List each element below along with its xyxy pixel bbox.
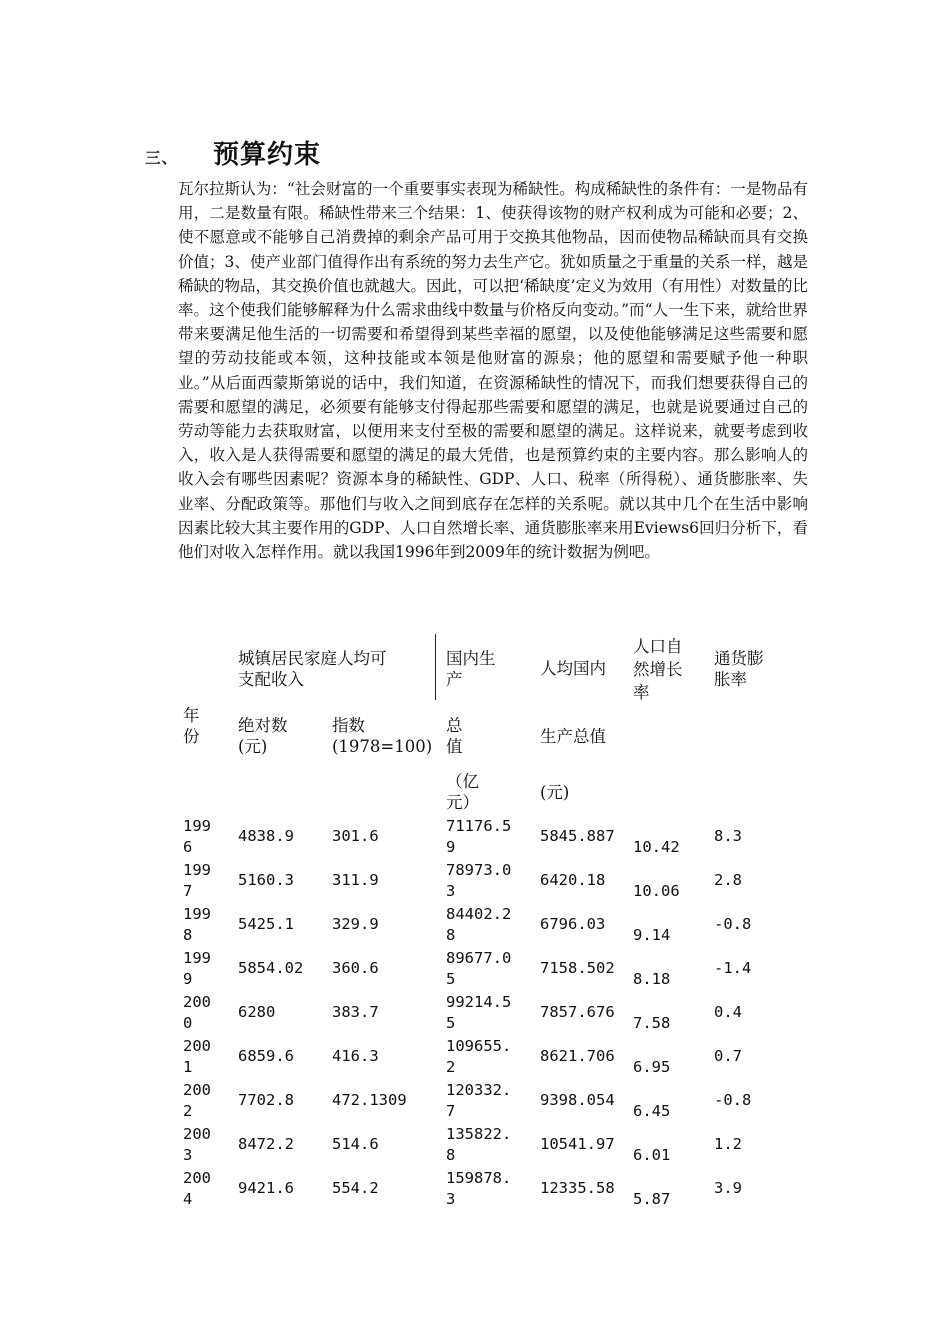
cell-gdp-part1: 89677.0 [446,949,512,967]
cell-gdp-per-capita: 8621.706 [540,1047,615,1065]
cell-inflation: -0.8 [714,1091,752,1109]
header-inflation-line1: 通货膨 [714,649,764,668]
cell-gdp-part1: 99214.5 [446,993,512,1011]
header-gdp-per-capita-line3: (元) [540,783,570,802]
header-gdp-per-capita-line1: 人均国内 [540,659,606,678]
cell-income-index: 514.6 [332,1135,379,1153]
cell-pop-growth: 5.87 [633,1190,671,1208]
cell-pop-growth: 6.01 [633,1146,671,1164]
cell-gdp-part2: 2 [446,1058,456,1076]
cell-gdp-per-capita: 5845.887 [540,827,615,845]
cell-pop-growth: 10.06 [633,882,680,900]
cell-income-abs: 6280 [238,1003,276,1021]
cell-income-index: 554.2 [332,1179,379,1197]
cell-income-abs: 5425.1 [238,915,294,933]
cell-gdp-per-capita: 6420.18 [540,871,606,889]
cell-income-index: 329.9 [332,915,379,933]
cell-gdp-per-capita: 10541.97 [540,1135,615,1153]
cell-income-index: 311.9 [332,871,379,889]
cell-inflation: 8.3 [714,827,742,845]
cell-income-index: 416.3 [332,1047,379,1065]
cell-year-part1: 199 [183,949,211,967]
cell-gdp-part1: 109655. [446,1037,512,1055]
cell-year-part1: 200 [183,1037,211,1055]
cell-year-part1: 200 [183,1169,211,1187]
cell-year-part2: 0 [183,1014,193,1032]
cell-income-index: 360.6 [332,959,379,977]
cell-inflation: 3.9 [714,1179,742,1197]
cell-income-index: 472.1309 [332,1091,407,1109]
header-year-line2: 份 [183,727,200,746]
cell-gdp-part1: 78973.0 [446,861,512,879]
header-pop-growth-line2: 然增长 [633,660,683,679]
cell-year-part1: 200 [183,1125,211,1143]
cell-gdp-part1: 71176.5 [446,817,512,835]
cell-gdp-part1: 84402.2 [446,905,512,923]
header-gdp-line5: （亿 [446,772,479,791]
cell-gdp-part1: 159878. [446,1169,512,1187]
cell-inflation: 1.2 [714,1135,742,1153]
cell-inflation: 0.7 [714,1047,742,1065]
cell-inflation: 2.8 [714,871,742,889]
cell-year-part2: 7 [183,882,193,900]
header-income-abs-line1: 绝对数 [238,716,288,735]
cell-year-part1: 200 [183,1081,211,1099]
cell-year-part2: 6 [183,838,193,856]
header-income-group-line2: 支配收入 [238,670,304,689]
cell-inflation: -1.4 [714,959,752,977]
cell-gdp-per-capita: 6796.03 [540,915,606,933]
cell-gdp-part2: 9 [446,838,456,856]
cell-inflation: 0.4 [714,1003,742,1021]
cell-year-part2: 2 [183,1102,193,1120]
body-paragraph: 瓦尔拉斯认为：“社会财富的一个重要事实表现为稀缺性。构成稀缺性的条件有：一是物品有用，二是数量有限。稀缺性带来三个结果：1、使获得该物的财产权利成为可能和必要；2、使不愿意或不能够自己消费掉的剩余产品可用于交换其他物品，因而使物品稀缺而具有交换价值；3、使产业部门值得作出有系统的努力去生产它。犹如质量之于重量的关系一样，越是稀缺的物品，其交换价值也就越大。因此，可以把‘稀缺度’定义为效用（有用性）对数量的比率。这个使我们能够解释为什么需求曲线中数量与价格反向变动。”而“人一生下来，就给世界带来要满足他生活的一切需要和希望得到某些幸福的愿望，以及使他能够满足这些需要和愿望的劳动技能或本领，这种技能或本领是他财富的源泉；他的愿望和需要赋予他一种职业。”从后面西蒙斯第说的话中，我们知道，在资源稀缺性的情况下，而我们想要获得自己的需要和愿望的满足，必须要有能够支付得起那些需要和愿望的满足，也就是说要通过自己的劳动等能力去获取财富，以便用来支付至极的需要和愿望的满足。这样说来，就要考虑到收入，收入是人获得需要和愿望的满足的最大凭借，也是预算约束的主要内容。那么影响人的收入会有哪些因素呢？资源本身的稀缺性、GDP、人口、税率（所得税）、通货膨胀率、失业率、分配政策等。那他们与收入之间到底存在怎样的关系呢。就以其中几个在生活中影响因素比较大其主要作用的GDP、人口自然增长率、通货膨胀率来用Eviews6回归分析下，看他们对收入怎样作用。就以我国1996年到2009年的统计数据为例吧。 [178,180,808,562]
cell-year-part1: 199 [183,905,211,923]
header-gdp-per-capita-line2: 生产总值 [540,727,606,746]
cell-pop-growth: 7.58 [633,1014,671,1032]
header-income-group-line1: 城镇居民家庭人均可 [238,649,387,668]
header-gdp-line4: 值 [446,737,463,756]
cell-year-part2: 9 [183,970,193,988]
cell-income-abs: 7702.8 [238,1091,294,1109]
cell-gdp-part2: 5 [446,970,456,988]
cell-income-abs: 8472.2 [238,1135,294,1153]
cell-pop-growth: 10.42 [633,838,680,856]
cell-gdp-part1: 135822. [446,1125,512,1143]
cell-pop-growth: 8.18 [633,970,671,988]
cell-pop-growth: 6.95 [633,1058,671,1076]
cell-year-part1: 199 [183,861,211,879]
cell-income-abs: 5160.3 [238,871,294,889]
cell-income-index: 383.7 [332,1003,379,1021]
cell-year-part2: 3 [183,1146,193,1164]
cell-year-part1: 199 [183,817,211,835]
cell-pop-growth: 6.45 [633,1102,671,1120]
cell-income-abs: 4838.9 [238,827,294,845]
header-gdp-line3: 总 [446,716,463,735]
header-pop-growth-line1: 人口自 [633,637,683,656]
cell-year-part2: 4 [183,1190,193,1208]
cell-gdp-part1: 120332. [446,1081,512,1099]
header-pop-growth-line3: 率 [633,683,650,702]
cell-year-part2: 8 [183,926,193,944]
header-income-index-line2: (1978=100) [332,737,433,756]
cell-income-index: 301.6 [332,827,379,845]
cell-income-abs: 6859.6 [238,1047,294,1065]
cell-year-part1: 200 [183,993,211,1011]
header-income-abs-line2: (元) [238,737,268,756]
cell-gdp-part2: 3 [446,1190,456,1208]
cell-gdp-per-capita: 12335.58 [540,1179,615,1197]
cell-inflation: -0.8 [714,915,752,933]
cell-gdp-part2: 8 [446,926,456,944]
section-number: 三、 [145,149,179,167]
section-title: 预算约束 [213,140,322,170]
cell-gdp-per-capita: 9398.054 [540,1091,615,1109]
cell-gdp-per-capita: 7857.676 [540,1003,615,1021]
cell-year-part2: 1 [183,1058,193,1076]
cell-income-abs: 5854.02 [238,959,304,977]
header-gdp-line6: 元） [446,793,479,812]
header-gdp-line1: 国内生 [446,649,496,668]
header-inflation-line2: 胀率 [714,670,747,689]
cell-gdp-part2: 7 [446,1102,456,1120]
section-heading [145,134,321,171]
cell-gdp-part2: 8 [446,1146,456,1164]
header-gdp-line2: 产 [446,670,463,689]
cell-gdp-per-capita: 7158.502 [540,959,615,977]
header-year-line1: 年 [183,706,200,725]
header-divider [435,634,436,700]
cell-income-abs: 9421.6 [238,1179,294,1197]
header-income-index-line1: 指数 [332,716,365,735]
cell-pop-growth: 9.14 [633,926,671,944]
cell-gdp-part2: 5 [446,1014,456,1032]
cell-gdp-part2: 3 [446,882,456,900]
